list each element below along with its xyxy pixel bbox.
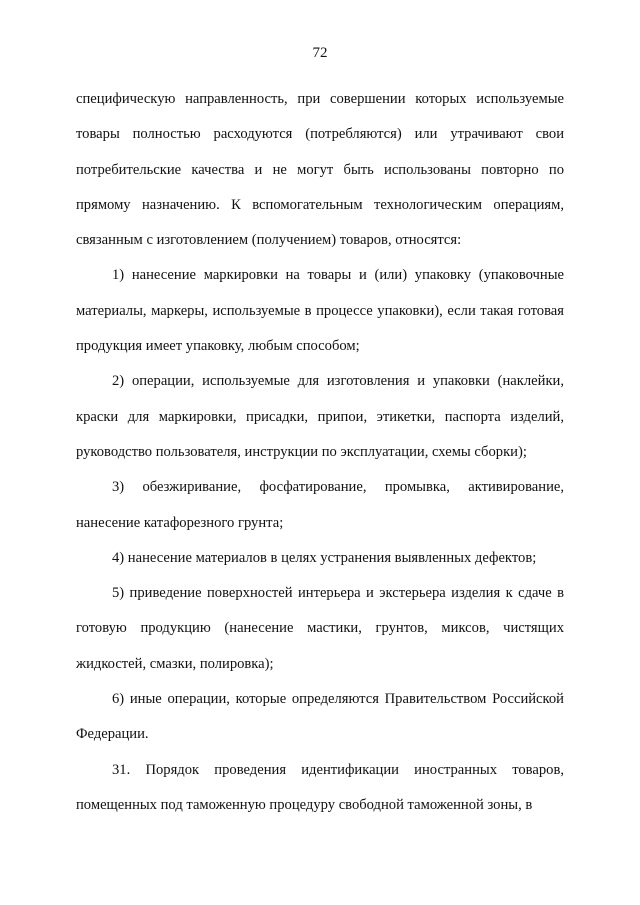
paragraph: 31. Порядок проведения идентификации иностранных товаров, помещенных под таможенную процедуру свободной таможенной зоны, в [76,761,564,813]
list-item: 4) нанесение материалов в целях устранения выявленных дефектов; [112,549,537,566]
list-item: 2) операции, используемые для изготовления и упаковки (наклейки, краски для маркировки, присадки, припои, этикетки, паспорта изделий, руководство пользователя, инструкции по эксплуатации, схемы сборки); [76,373,564,460]
page-number: 72 [312,45,328,61]
paragraph: специфическую направленность, при совершении которых используемые товары полностью расходуются (потребляются) или утрачивают свои потребительские качества и не могут быть использованы повторно по прямому назначению. К вспомогательным технологическим операциям, связанным с изготовлением (получением) товаров, относятся: [76,91,564,249]
list-item: 1) нанесение маркировки на товары и (или) упаковку (упаковочные материалы, маркеры, используемые в процессе упаковки), если такая готовая продукция имеет упаковку, любым способом; [76,267,564,355]
list-item: 6) иные операции, которые определяются Правительством Российской Федерации. [76,691,564,743]
list-item: 3) обезжиривание, фосфатирование, промывка, активирование, нанесение катафорезного грунта; [76,479,564,531]
list-item: 5) приведение поверхностей интерьера и экстерьера изделия к сдаче в готовую продукцию (нанесение мастики, грунтов, миксов, чистящих жидкостей, смазки, полировка); [76,585,564,672]
document-body [76,82,564,823]
